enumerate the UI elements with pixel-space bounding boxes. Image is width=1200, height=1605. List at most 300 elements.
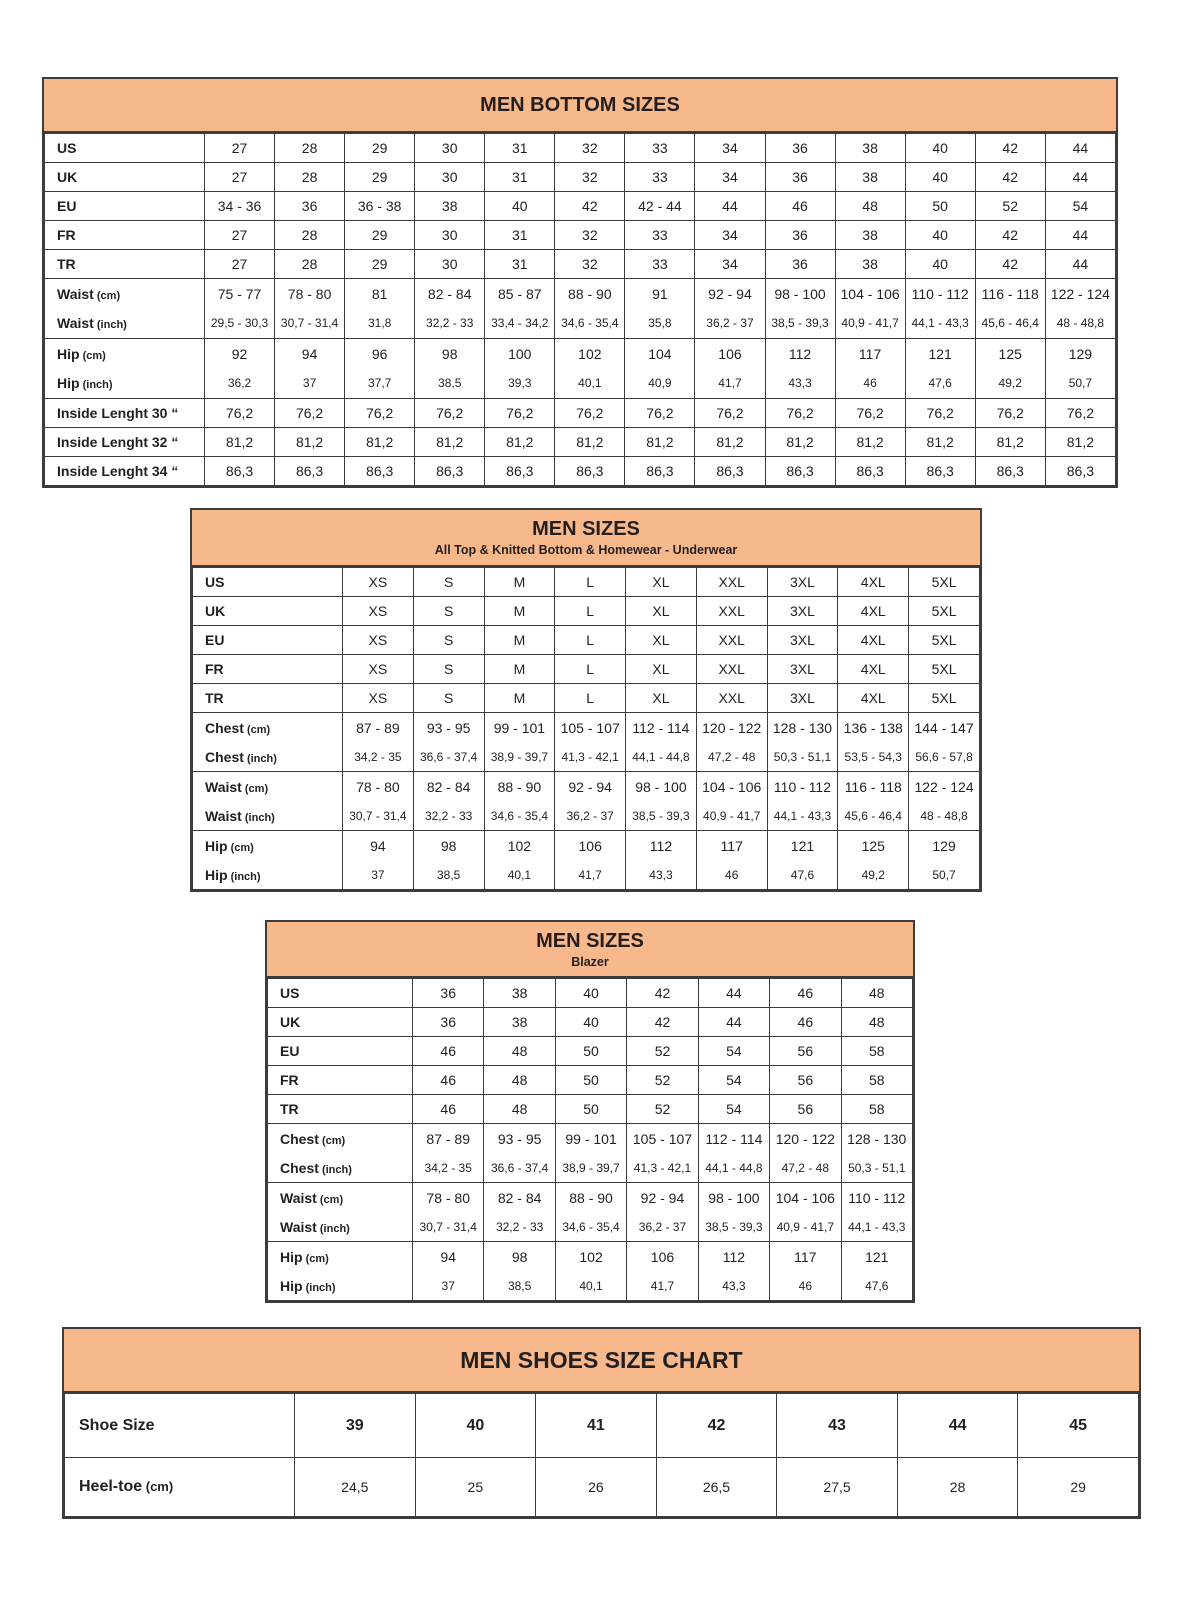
table-cell: 78 - 80 xyxy=(413,1183,484,1213)
table-cell: 38 xyxy=(415,192,485,221)
table-cell: 47,2 - 48 xyxy=(770,1153,841,1183)
table-cell: 48 - 48,8 xyxy=(1045,309,1115,339)
table-cell: 98 xyxy=(484,1242,555,1272)
row-unit: (inch) xyxy=(318,1163,352,1176)
table-row xyxy=(268,1242,913,1272)
row-label: Hip (inch) xyxy=(193,860,343,890)
table-row xyxy=(65,1394,1139,1458)
table-cell: L xyxy=(555,684,626,713)
table-cell: 29 xyxy=(345,163,415,192)
table-cell: 76,2 xyxy=(345,399,415,428)
table-cell: 98 - 100 xyxy=(626,772,697,802)
table-row xyxy=(193,831,980,861)
table-cell: 41,3 - 42,1 xyxy=(555,742,626,772)
table-cell: 33 xyxy=(625,221,695,250)
table-row xyxy=(45,163,1116,192)
table-cell: 43 xyxy=(777,1394,898,1458)
table-cell: 30 xyxy=(415,221,485,250)
row-label: Chest (cm) xyxy=(193,713,343,743)
row-unit: (inch) xyxy=(302,1281,336,1294)
table-cell: 56 xyxy=(770,1037,841,1066)
table-cell: 125 xyxy=(838,831,909,861)
table-cell: 121 xyxy=(841,1242,912,1272)
table-cell: 76,2 xyxy=(905,399,975,428)
row-unit: (cm) xyxy=(302,1252,329,1265)
table-cell: 27 xyxy=(205,250,275,279)
table-cell: 42 xyxy=(627,1008,698,1037)
table-cell: 41,7 xyxy=(695,369,765,399)
table-cell: 46 xyxy=(413,1037,484,1066)
table-cell: 78 - 80 xyxy=(275,279,345,309)
table-cell: 46 xyxy=(413,1066,484,1095)
table-cell: 81,2 xyxy=(485,428,555,457)
table-cell: 36,6 - 37,4 xyxy=(484,1153,555,1183)
table-cell: 34 xyxy=(695,221,765,250)
table-cell: 46 xyxy=(696,860,767,890)
table-cell: 4XL xyxy=(838,684,909,713)
table-row xyxy=(268,1008,913,1037)
table-cell: XL xyxy=(626,655,697,684)
row-unit: (cm) xyxy=(93,289,121,302)
table-cell: 42 xyxy=(555,192,625,221)
table-cell: 98 - 100 xyxy=(765,279,835,309)
table-cell: 44 xyxy=(698,1008,769,1037)
table-cell: 42 - 44 xyxy=(625,192,695,221)
table-cell: 94 xyxy=(413,1242,484,1272)
table-row xyxy=(45,369,1116,399)
table-row xyxy=(193,655,980,684)
table-cell: 29,5 - 30,3 xyxy=(205,309,275,339)
row-label: Inside Lenght 34 “ xyxy=(45,457,205,486)
table-cell: 117 xyxy=(770,1242,841,1272)
table-cell: L xyxy=(555,655,626,684)
table-cell: M xyxy=(484,597,555,626)
table-cell: 76,2 xyxy=(555,399,625,428)
table-cell: 39,3 xyxy=(485,369,555,399)
table-row xyxy=(193,713,980,743)
row-label: Chest (inch) xyxy=(268,1153,413,1183)
table-cell: 86,3 xyxy=(1045,457,1115,486)
table-cell: 82 - 84 xyxy=(413,772,484,802)
table-cell: 32,2 - 33 xyxy=(415,309,485,339)
table-cell: 40 xyxy=(905,250,975,279)
row-unit: (cm) xyxy=(241,782,269,795)
table-cell: 88 - 90 xyxy=(484,772,555,802)
table-cell: 86,3 xyxy=(415,457,485,486)
table-cell: XXL xyxy=(696,684,767,713)
table-cell: 30,7 - 31,4 xyxy=(343,801,414,831)
table-cell: 27 xyxy=(205,163,275,192)
table-cell: 34,6 - 35,4 xyxy=(555,1212,626,1242)
table-cell: 93 - 95 xyxy=(413,713,484,743)
table-cell: M xyxy=(484,655,555,684)
table-cell: 88 - 90 xyxy=(555,279,625,309)
table-cell: 40 xyxy=(905,163,975,192)
row-unit: (inch) xyxy=(316,1222,350,1235)
table-cell: 81 xyxy=(345,279,415,309)
table-subtitle: Blazer xyxy=(571,954,609,969)
table-cell: XL xyxy=(626,597,697,626)
table-title: MEN BOTTOM SIZES xyxy=(480,93,680,116)
table-cell: XL xyxy=(626,568,697,597)
table-cell: 42 xyxy=(975,250,1045,279)
table-cell: 129 xyxy=(909,831,980,861)
table-cell: 91 xyxy=(625,279,695,309)
table-cell: 86,3 xyxy=(695,457,765,486)
table-cell: 5XL xyxy=(909,597,980,626)
table-cell: 47,6 xyxy=(905,369,975,399)
row-label: TR xyxy=(268,1095,413,1124)
table-cell: 82 - 84 xyxy=(484,1183,555,1213)
table-cell: XXL xyxy=(696,626,767,655)
table-cell: 99 - 101 xyxy=(555,1124,626,1154)
row-unit: (cm) xyxy=(79,349,106,362)
row-label: Waist (cm) xyxy=(45,279,205,309)
table-cell: XS xyxy=(343,655,414,684)
table-header xyxy=(267,922,913,978)
table-cell: 105 - 107 xyxy=(555,713,626,743)
table-cell: 52 xyxy=(627,1066,698,1095)
table-cell: 117 xyxy=(696,831,767,861)
table-cell: 5XL xyxy=(909,684,980,713)
row-label: UK xyxy=(45,163,205,192)
table-cell: 86,3 xyxy=(765,457,835,486)
table-cell: 121 xyxy=(767,831,838,861)
table-cell: 32,2 - 33 xyxy=(413,801,484,831)
table-cell: 40,1 xyxy=(484,860,555,890)
table-title: MEN SIZES xyxy=(532,518,640,540)
table-cell: 31 xyxy=(485,221,555,250)
table-cell: 116 - 118 xyxy=(838,772,909,802)
table-cell: 41,3 - 42,1 xyxy=(627,1153,698,1183)
row-unit: (inch) xyxy=(241,811,275,824)
table-cell: 44 xyxy=(897,1394,1018,1458)
table-cell: 110 - 112 xyxy=(905,279,975,309)
table-cell: 102 xyxy=(484,831,555,861)
table-cell: 105 - 107 xyxy=(627,1124,698,1154)
table-cell: 54 xyxy=(698,1066,769,1095)
table-cell: 40,9 - 41,7 xyxy=(835,309,905,339)
table-cell: S xyxy=(413,626,484,655)
table-cell: 110 - 112 xyxy=(767,772,838,802)
table-cell: 34 - 36 xyxy=(205,192,275,221)
table-cell: 29 xyxy=(345,134,415,163)
table-cell: 32 xyxy=(555,221,625,250)
row-label: Waist (inch) xyxy=(193,801,343,831)
table-cell: 81,2 xyxy=(695,428,765,457)
table-cell: 40,9 - 41,7 xyxy=(696,801,767,831)
row-label: Hip (cm) xyxy=(193,831,343,861)
table-row xyxy=(268,979,913,1008)
table-cell: 34,6 - 35,4 xyxy=(484,801,555,831)
table-row xyxy=(45,457,1116,486)
table-cell: 81,2 xyxy=(555,428,625,457)
table-cell: 104 - 106 xyxy=(835,279,905,309)
table-cell: 34 xyxy=(695,134,765,163)
table-row xyxy=(193,684,980,713)
table-cell: 47,6 xyxy=(841,1271,912,1301)
table-cell: 49,2 xyxy=(838,860,909,890)
table-cell: S xyxy=(413,655,484,684)
table-cell: 38,9 - 39,7 xyxy=(484,742,555,772)
row-label: Shoe Size xyxy=(65,1394,295,1458)
men-shoes-size-table xyxy=(62,1327,1141,1519)
table-cell: 56 xyxy=(770,1095,841,1124)
table-cell: 5XL xyxy=(909,626,980,655)
table-cell: 30,7 - 31,4 xyxy=(413,1212,484,1242)
table-cell: 38,5 xyxy=(413,860,484,890)
table-row xyxy=(193,626,980,655)
table-cell: 129 xyxy=(1045,339,1115,369)
row-label: Chest (cm) xyxy=(268,1124,413,1154)
table-cell: 86,3 xyxy=(345,457,415,486)
table-cell: 110 - 112 xyxy=(841,1183,912,1213)
table-row xyxy=(45,250,1116,279)
table-cell: 42 xyxy=(627,979,698,1008)
table-cell: 4XL xyxy=(838,568,909,597)
row-label: FR xyxy=(268,1066,413,1095)
table-cell: 40,1 xyxy=(555,1271,626,1301)
row-unit: (cm) xyxy=(243,723,271,736)
table-cell: 4XL xyxy=(838,626,909,655)
table-cell: 54 xyxy=(1045,192,1115,221)
table-cell: S xyxy=(413,568,484,597)
row-unit: (inch) xyxy=(243,752,277,765)
table-cell: 46 xyxy=(770,1008,841,1037)
table-cell: 94 xyxy=(275,339,345,369)
table-cell: 26 xyxy=(536,1458,657,1517)
table-cell: 81,2 xyxy=(205,428,275,457)
row-label: Hip (inch) xyxy=(45,369,205,399)
table-cell: 81,2 xyxy=(975,428,1045,457)
table-cell: 27 xyxy=(205,134,275,163)
table-cell: 42 xyxy=(975,163,1045,192)
table-cell: 28 xyxy=(275,221,345,250)
table-row xyxy=(268,1124,913,1154)
table-cell: M xyxy=(484,626,555,655)
table-cell: 81,2 xyxy=(765,428,835,457)
row-label: Waist (inch) xyxy=(45,309,205,339)
table-cell: 42 xyxy=(656,1394,777,1458)
men-bottom-sizes-table xyxy=(42,77,1118,488)
table-cell: 28 xyxy=(275,163,345,192)
table-cell: 38,5 xyxy=(415,369,485,399)
table-cell: 76,2 xyxy=(415,399,485,428)
table-cell: 37 xyxy=(275,369,345,399)
table-cell: M xyxy=(484,568,555,597)
table-cell: 38 xyxy=(484,979,555,1008)
table-cell: 92 - 94 xyxy=(627,1183,698,1213)
table-cell: 128 - 130 xyxy=(841,1124,912,1154)
table-cell: 4XL xyxy=(838,655,909,684)
table-cell: 78 - 80 xyxy=(343,772,414,802)
table-cell: 121 xyxy=(905,339,975,369)
table-cell: 47,6 xyxy=(767,860,838,890)
table-cell: 81,2 xyxy=(1045,428,1115,457)
table-row xyxy=(268,1095,913,1124)
table-cell: 52 xyxy=(627,1037,698,1066)
table-cell: 86,3 xyxy=(555,457,625,486)
table-cell: 81,2 xyxy=(415,428,485,457)
table-cell: 44 xyxy=(695,192,765,221)
table-cell: 86,3 xyxy=(975,457,1045,486)
table-cell: 47,2 - 48 xyxy=(696,742,767,772)
table-cell: 54 xyxy=(698,1095,769,1124)
table-cell: 44,1 - 43,3 xyxy=(767,801,838,831)
table-cell: 54 xyxy=(698,1037,769,1066)
table-cell: 81,2 xyxy=(275,428,345,457)
table-cell: 32 xyxy=(555,250,625,279)
table-cell: 46 xyxy=(765,192,835,221)
table-cell: 46 xyxy=(770,1271,841,1301)
table-cell: 35,8 xyxy=(625,309,695,339)
table-cell: S xyxy=(413,597,484,626)
table-cell: XS xyxy=(343,626,414,655)
table-row xyxy=(45,399,1116,428)
row-label: US xyxy=(45,134,205,163)
table-cell: 104 - 106 xyxy=(696,772,767,802)
row-label: Heel-toe (cm) xyxy=(65,1458,295,1517)
table-cell: 52 xyxy=(975,192,1045,221)
table-cell: 102 xyxy=(555,1242,626,1272)
table-row xyxy=(193,742,980,772)
table-cell: 98 xyxy=(415,339,485,369)
table-row xyxy=(268,1153,913,1183)
table-cell: 36,2 xyxy=(205,369,275,399)
row-unit: (inch) xyxy=(93,319,127,332)
row-label: UK xyxy=(268,1008,413,1037)
table-cell: 86,3 xyxy=(835,457,905,486)
row-unit: (cm) xyxy=(227,841,254,854)
table-cell: 99 - 101 xyxy=(484,713,555,743)
table-cell: 40 xyxy=(415,1394,536,1458)
row-label: Hip (inch) xyxy=(268,1271,413,1301)
table-cell: 31 xyxy=(485,134,555,163)
table-cell: 36,2 - 37 xyxy=(555,801,626,831)
table-cell: 50,7 xyxy=(909,860,980,890)
table-cell: 36,2 - 37 xyxy=(695,309,765,339)
row-unit: (cm) xyxy=(142,1479,174,1494)
table-cell: 29 xyxy=(345,250,415,279)
table-cell: 104 xyxy=(625,339,695,369)
table-row xyxy=(268,1037,913,1066)
table-cell: 30 xyxy=(415,134,485,163)
table-cell: 58 xyxy=(841,1037,912,1066)
table-cell: 48 xyxy=(484,1095,555,1124)
table-cell: 39 xyxy=(295,1394,416,1458)
table-cell: 28 xyxy=(275,250,345,279)
table-cell: 122 - 124 xyxy=(909,772,980,802)
table-header xyxy=(44,79,1116,133)
table-cell: 3XL xyxy=(767,626,838,655)
table-cell: 86,3 xyxy=(625,457,695,486)
table-row xyxy=(268,1066,913,1095)
table-cell: 81,2 xyxy=(345,428,415,457)
table-cell: 40 xyxy=(905,134,975,163)
table-cell: 50,7 xyxy=(1045,369,1115,399)
table-cell: 56,6 - 57,8 xyxy=(909,742,980,772)
men-sizes-blazer-table xyxy=(265,920,915,1303)
table-cell: 34,2 - 35 xyxy=(343,742,414,772)
row-unit: (cm) xyxy=(318,1134,346,1147)
table-cell: 4XL xyxy=(838,597,909,626)
table-cell: 76,2 xyxy=(275,399,345,428)
table-cell: 81,2 xyxy=(625,428,695,457)
row-label: Inside Lenght 30 “ xyxy=(45,399,205,428)
table-row xyxy=(268,1183,913,1213)
table-cell: 29 xyxy=(345,221,415,250)
table-cell: 86,3 xyxy=(485,457,555,486)
table-cell: 33 xyxy=(625,134,695,163)
table-row xyxy=(268,1212,913,1242)
table-cell: 81,2 xyxy=(905,428,975,457)
table-cell: 112 - 114 xyxy=(626,713,697,743)
table-row xyxy=(193,597,980,626)
table-cell: L xyxy=(555,597,626,626)
table-cell: 25 xyxy=(415,1458,536,1517)
table-cell: 38 xyxy=(835,163,905,192)
table-cell: 41 xyxy=(536,1394,657,1458)
table-cell: 30 xyxy=(415,250,485,279)
table-cell: 28 xyxy=(897,1458,1018,1517)
table-cell: 45 xyxy=(1018,1394,1139,1458)
row-label: TR xyxy=(45,250,205,279)
table-cell: 36 xyxy=(765,163,835,192)
table-cell: 36 xyxy=(765,134,835,163)
table-cell: 92 xyxy=(205,339,275,369)
table-cell: 100 xyxy=(485,339,555,369)
table-cell: 33 xyxy=(625,250,695,279)
table-cell: 34,6 - 35,4 xyxy=(555,309,625,339)
row-label: Inside Lenght 32 “ xyxy=(45,428,205,457)
table-cell: 36 xyxy=(275,192,345,221)
table-cell: 56 xyxy=(770,1066,841,1095)
table-cell: 31 xyxy=(485,163,555,192)
table-title: MEN SHOES SIZE CHART xyxy=(460,1346,743,1373)
table-cell: 36,2 - 37 xyxy=(627,1212,698,1242)
table-cell: S xyxy=(413,684,484,713)
table-cell: 33 xyxy=(625,163,695,192)
table-cell: 36 xyxy=(765,250,835,279)
row-label: Waist (inch) xyxy=(268,1212,413,1242)
table-cell: 87 - 89 xyxy=(413,1124,484,1154)
table-body xyxy=(192,567,980,890)
table-row xyxy=(193,860,980,890)
table-cell: 44 xyxy=(1045,134,1115,163)
table-cell: 50 xyxy=(555,1037,626,1066)
table-cell: 76,2 xyxy=(485,399,555,428)
table-cell: 30,7 - 31,4 xyxy=(275,309,345,339)
table-cell: 48 xyxy=(484,1066,555,1095)
table-cell: 88 - 90 xyxy=(555,1183,626,1213)
table-cell: 3XL xyxy=(767,568,838,597)
table-cell: 44,1 - 44,8 xyxy=(698,1153,769,1183)
table-body xyxy=(44,133,1116,486)
table-cell: 117 xyxy=(835,339,905,369)
row-label: Hip (cm) xyxy=(45,339,205,369)
table-cell: 49,2 xyxy=(975,369,1045,399)
table-cell: 38 xyxy=(835,221,905,250)
table-cell: L xyxy=(555,626,626,655)
table-cell: 128 - 130 xyxy=(767,713,838,743)
table-header xyxy=(64,1329,1139,1393)
table-subtitle: All Top & Knitted Bottom & Homewear - Underwear xyxy=(434,543,738,557)
table-cell: 38 xyxy=(835,134,905,163)
table-cell: 76,2 xyxy=(695,399,765,428)
table-cell: 75 - 77 xyxy=(205,279,275,309)
table-cell: 38 xyxy=(835,250,905,279)
table-cell: 53,5 - 54,3 xyxy=(838,742,909,772)
